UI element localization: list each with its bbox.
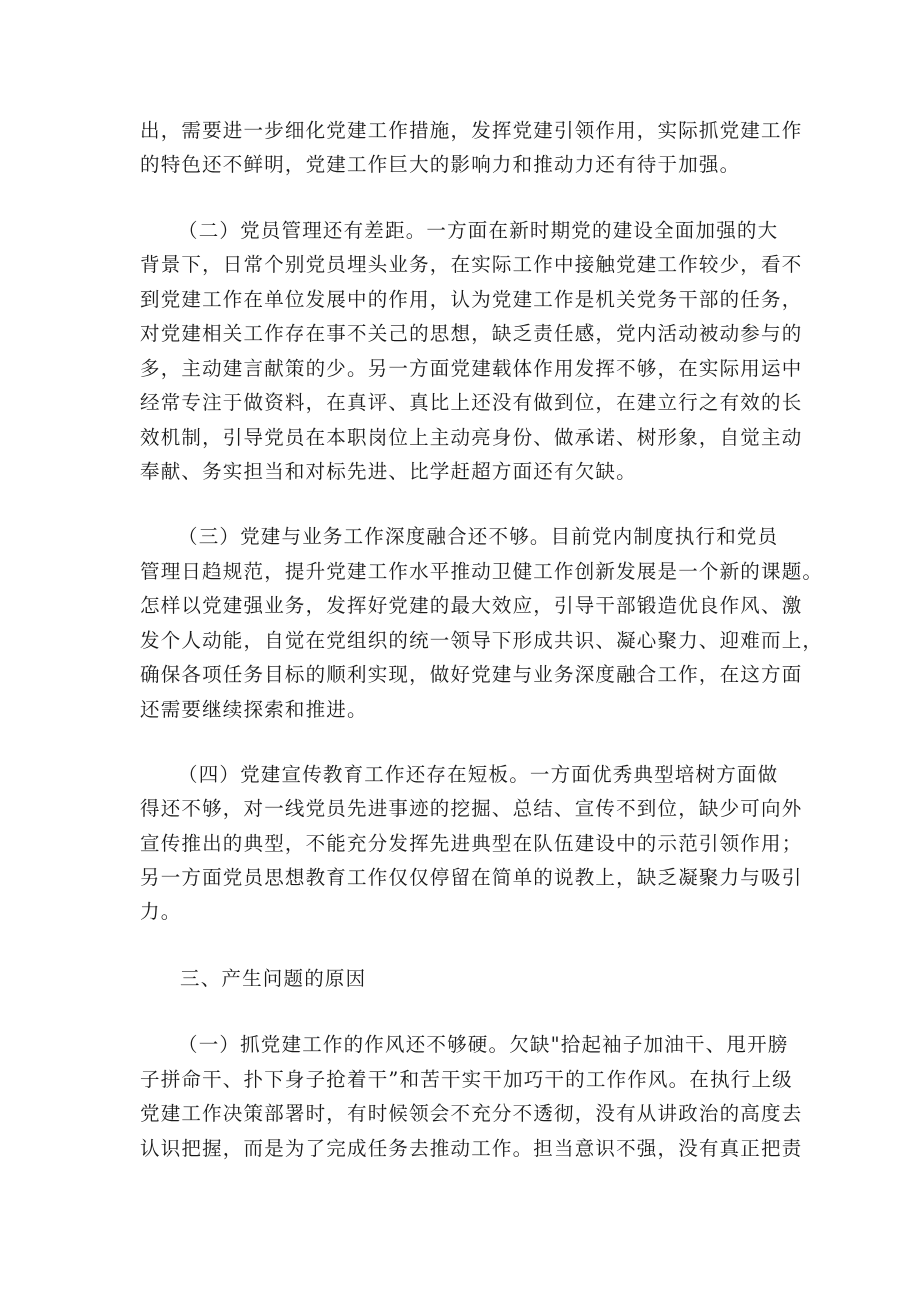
text-line: 到党建工作在单位发展中的作用，认为党建工作是机关党务干部的任务，: [140, 288, 803, 311]
text-line: 出，需要进一步细化党建工作措施，发挥党建引领作用，实际抓党建工作: [140, 119, 803, 142]
text-line: 力。: [140, 900, 182, 923]
text-line: 效机制，引导党员在本职岗位上主动亮身份、做承诺、树形象，自觉主动: [140, 426, 803, 449]
text-line: 党建工作决策部署时，有时候领会不充分不透彻，没有从讲政治的高度去: [140, 1102, 803, 1125]
text-line: 对党建相关工作存在事不关己的思想，缺乏责任感，党内活动被动参与的: [140, 322, 803, 345]
text-line: 管理日趋规范，提升党建工作水平推动卫健工作创新发展是一个新的课题。: [140, 560, 824, 583]
text-line: 还需要继续探索和推进。: [140, 698, 368, 721]
text-line: 背景下，日常个别党员埋头业务，在实际工作中接触党建工作较少，看不: [140, 253, 803, 276]
text-line: 奉献、务实担当和对标先进、比学赶超方面还有欠缺。: [140, 460, 637, 483]
text-line: 认识把握，而是为了完成任务去推动工作。担当意识不强，没有真正把责: [140, 1137, 803, 1160]
text-line: 发个人动能，自觉在党组织的统一领导下形成共识、凝心聚力、迎难而上，: [140, 629, 824, 652]
text-line: 另一方面党员思想教育工作仅仅停留在简单的说教上，缺乏凝聚力与吸引: [140, 866, 803, 889]
text-line: 的特色还不鲜明，党建工作巨大的影响力和推动力还有待于加强。: [140, 153, 741, 176]
text-line: 宣传推出的典型，不能充分发挥先进典型在队伍建设中的示范引领作用；: [140, 832, 803, 855]
paragraph-first-line: （四）党建宣传教育工作还存在短板。一方面优秀典型培树方面做: [178, 763, 779, 786]
text-line: 多，主动建言献策的少。另一方面党建载体作用发挥不够，在实际用运中: [140, 357, 803, 380]
paragraph-first-line: （三）党建与业务工作深度融合还不够。目前党内制度执行和党员: [178, 525, 779, 548]
text-line: 得还不够，对一线党员先进事迹的挖掘、总结、宣传不到位，缺少可向外: [140, 797, 803, 820]
text-line: 怎样以党建强业务，发挥好党建的最大效应，引导干部锻造优良作风、激: [140, 594, 803, 617]
paragraph-first-line: （一）抓党建工作的作风还不够硬。欠缺"拾起袖子加油干、甩开膀: [178, 1033, 789, 1056]
text-line: 确保各项任务目标的顺利实现，做好党建与业务深度融合工作，在这方面: [140, 663, 803, 686]
section-heading: 三、产生问题的原因: [180, 967, 367, 990]
paragraph-first-line: （二）党员管理还有差距。一方面在新时期党的建设全面加强的大: [178, 219, 779, 242]
text-line: 子拼命干、扑下身子抢着干”和苦干实干加巧干的工作作风。在执行上级: [140, 1068, 793, 1091]
text-line: 经常专注于做资料，在真评、真比上还没有做到位，在建立行之有效的长: [140, 391, 803, 414]
